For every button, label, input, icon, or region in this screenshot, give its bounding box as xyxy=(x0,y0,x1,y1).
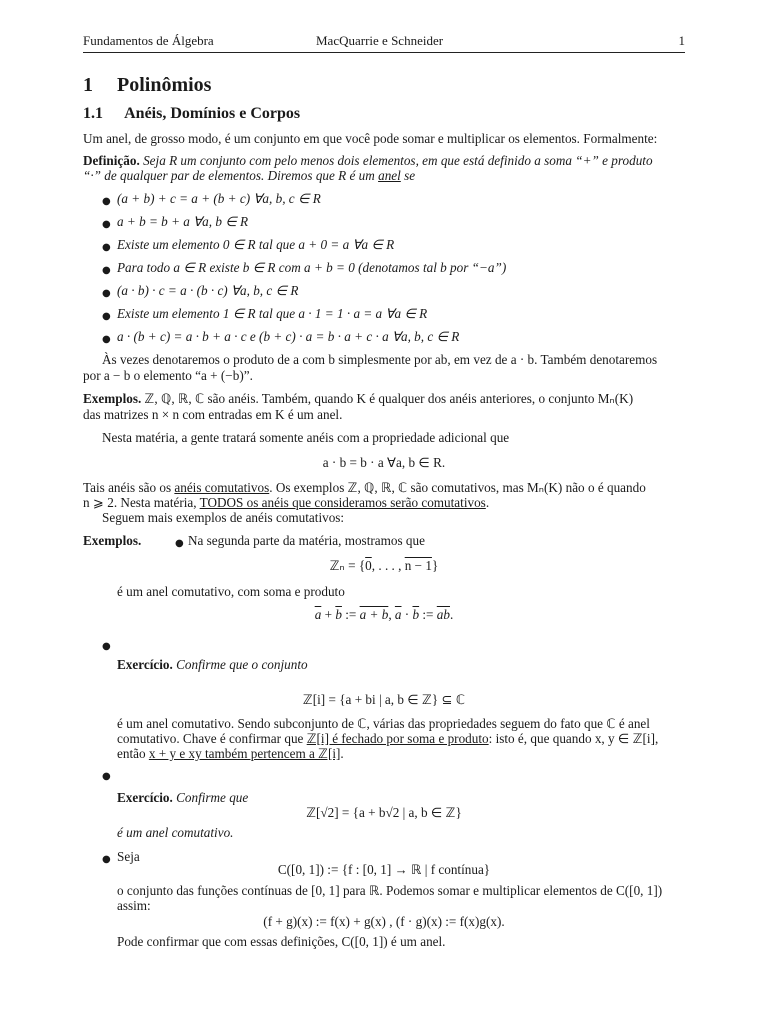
bullet-icon: ● xyxy=(102,854,111,865)
zn-rhs: } xyxy=(431,558,439,573)
exercise-1-line xyxy=(117,657,308,673)
definition-line-1 xyxy=(83,153,653,169)
axiom-item: Existe um elemento 0 ∈ R tal que a + 0 = a ∀a ∈ R xyxy=(117,237,395,252)
bullet-icon: ● xyxy=(102,771,111,782)
exercise-1-text: Confirme que o conjunto xyxy=(176,657,308,672)
subsection-title: Anéis, Domínios e Corpos xyxy=(124,105,301,122)
bullet-icon: ● xyxy=(102,288,111,299)
sqrt2-equation: ℤ[√2] = {a + b√2 | a, b ∈ ℤ} xyxy=(306,805,462,820)
op-dot: · xyxy=(401,607,413,622)
commutative-all-term: TODOS os anéis que consideramos serão comutativos xyxy=(199,495,486,510)
gaussian-line-2 xyxy=(117,731,658,747)
commutative-text-1-end: . Os exemplos ℤ, ℚ, ℝ, ℂ são comutativos, mas Mₙ(K) não o é quando xyxy=(269,480,646,495)
c01-conclusion: Pode confirmar que com essas definições, C([0, 1]) é um anel. xyxy=(117,934,446,949)
definition-line-2 xyxy=(83,168,415,184)
gaussian-text-3: então xyxy=(117,746,149,761)
axiom-item: (a · b) · c = a · (b · c) ∀a, b, c ∈ R xyxy=(117,283,299,298)
c01-line-1: o conjunto das funções contínuas de [0, 1] para ℝ. Podemos somar e multiplicar elementos de C([0, 1]) xyxy=(117,883,663,898)
gaussian-line-1: é um anel comutativo. Sendo subconjunto de ℂ, várias das propriedades seguem do fato que ℂ é anel xyxy=(117,716,650,731)
examples-1-line-1 xyxy=(83,391,633,407)
section-title: Polinômios xyxy=(117,74,212,96)
zn-zero: 0 xyxy=(365,558,372,573)
axiom-item: Existe um elemento 1 ∈ R tal que a · 1 = 1 · a = a ∀a ∈ R xyxy=(117,306,428,321)
subsection-heading xyxy=(83,105,300,123)
op-end: . xyxy=(449,607,454,622)
definition-text-2: “·” de qualquer par de elementos. Diremos que R é um xyxy=(83,168,379,183)
examples-1-text-1: ℤ, ℚ, ℝ, ℂ são anéis. Também, quando K é qualquer dos anéis anteriores, o conjunto Mₙ(K) xyxy=(144,391,634,406)
zn-mid: , . . . , xyxy=(371,558,405,573)
op-def: := xyxy=(341,607,360,622)
commutative-more: Seguem mais exemplos de anéis comutativos: xyxy=(102,510,345,525)
axiom-item: a + b = b + a ∀a, b ∈ R xyxy=(117,214,249,229)
bullet-icon: ● xyxy=(102,311,111,322)
header-rule xyxy=(83,52,685,53)
sqrt2-description: é um anel comutativo. xyxy=(117,825,234,840)
commutative-text-2-end: . xyxy=(485,495,490,510)
axiom-item: a · (b + c) = a · b + a · c e (b + c) · a = b · a + c · a ∀a, b, c ∈ R xyxy=(117,329,460,344)
op-ab: $\overline{ab}$ xyxy=(436,607,450,622)
commutative-line-2 xyxy=(83,495,489,511)
axiom-item: (a + b) + c = a + (b + c) ∀a, b, c ∈ R xyxy=(117,191,321,206)
op-plus: + xyxy=(321,607,336,622)
definition-text-1: Seja R um conjunto com pelo menos dois elementos, em que está definido a soma “+” e produto xyxy=(143,153,653,168)
subsection-number: 1.1 xyxy=(83,105,103,122)
zn-equation xyxy=(0,558,768,574)
examples-2-label: Exemplos. xyxy=(83,533,142,548)
examples-1-line-2: das matrizes n × n com entradas em K é um anel. xyxy=(83,407,343,422)
notation-line-1: Às vezes denotaremos o produto de a com b simplesmente por ab, em vez de a · b. Também denotaremos xyxy=(102,352,658,367)
header-course-title: Fundamentos de Álgebra xyxy=(83,33,214,48)
zn-description: é um anel comutativo, com soma e produto xyxy=(117,584,345,599)
axiom-item: Para todo a ∈ R existe b ∈ R com a + b = 0 (denotamos tal b por “−a”) xyxy=(117,260,507,275)
op-def2: := xyxy=(419,607,437,622)
gaussian-line-3 xyxy=(117,746,344,762)
bullet-icon: ● xyxy=(102,196,111,207)
op-sep: , xyxy=(388,607,395,622)
gaussian-text-3-end: . xyxy=(340,746,344,761)
definition-text-2-end: se xyxy=(400,168,416,183)
commutative-intro: Nesta matéria, a gente tratará somente anéis com a propriedade adicional que xyxy=(102,430,510,445)
intro-paragraph: Um anel, de grosso modo, é um conjunto em que você pode somar e multiplicar os elementos. Formalmente: xyxy=(83,131,658,146)
c01-equation: C([0, 1]) := {f : [0, 1] → ℝ | f contínua} xyxy=(277,862,491,877)
item-4-text: Seja xyxy=(117,849,140,864)
gaussian-membership-term: x + y e xy também pertencem a ℤ[i] xyxy=(148,746,341,761)
exercise-1-label: Exercício. xyxy=(117,657,173,672)
op-b: $\overline{b}$ xyxy=(335,607,342,622)
commutative-text-1: Tais anéis são os xyxy=(83,480,175,495)
definition-label: Definição. xyxy=(83,153,140,168)
op-a2: $\overline{a}$ xyxy=(394,607,402,622)
bullet-icon: ● xyxy=(102,334,111,345)
bullet-icon: ● xyxy=(102,219,111,230)
commutative-text-2: n ⩾ 2. Nesta matéria, xyxy=(83,495,200,510)
gaussian-integers-equation: ℤ[i] = {a + bi | a, b ∈ ℤ} ⊆ ℂ xyxy=(302,692,466,707)
commutative-term: anéis comutativos xyxy=(174,480,270,495)
op-apb: a + b xyxy=(359,607,389,622)
exercise-2-label: Exercício. xyxy=(117,790,173,805)
bullet-icon: ● xyxy=(102,265,111,276)
examples-1-label: Exemplos. xyxy=(83,391,142,406)
gaussian-closure-term: ℤ[i] é fechado por soma e produto xyxy=(306,731,489,746)
examples-2-item-1: Na segunda parte da matéria, mostramos que xyxy=(188,533,425,548)
commutative-line-1 xyxy=(83,480,646,496)
zn-lhs: ℤₙ = { xyxy=(329,558,366,573)
definition-term-anel: anel xyxy=(378,168,401,183)
section-number: 1 xyxy=(83,74,93,96)
commutativity-equation: a · b = b · a ∀a, b ∈ R. xyxy=(322,455,446,470)
zn-operations xyxy=(0,607,768,623)
exercise-2-text: Confirme que xyxy=(176,790,249,805)
op-a: $\overline{a}$ xyxy=(314,607,322,622)
header-authors: MacQuarrie e Schneider xyxy=(316,33,444,48)
bullet-icon: ● xyxy=(102,242,111,253)
op-b2: $\overline{b}$ xyxy=(412,607,420,622)
zn-last: n − 1 xyxy=(404,558,432,573)
c01-operations: (f + g)(x) := f(x) + g(x) , (f · g)(x) := f(x)g(x). xyxy=(263,914,505,929)
running-header xyxy=(83,33,685,51)
bullet-icon: ● xyxy=(175,538,184,549)
exercise-2-line xyxy=(117,790,248,806)
section-heading xyxy=(83,74,211,97)
notation-line-2: por a − b o elemento “a + (−b)”. xyxy=(83,368,253,383)
c01-line-2: assim: xyxy=(117,898,151,913)
gaussian-text-2-end: : isto é, que quando x, y ∈ ℤ[i], xyxy=(488,731,659,746)
gaussian-text-2: comutativo. Chave é confirmar que xyxy=(117,731,307,746)
bullet-icon: ● xyxy=(102,641,111,652)
header-page-number: 1 xyxy=(678,33,685,48)
